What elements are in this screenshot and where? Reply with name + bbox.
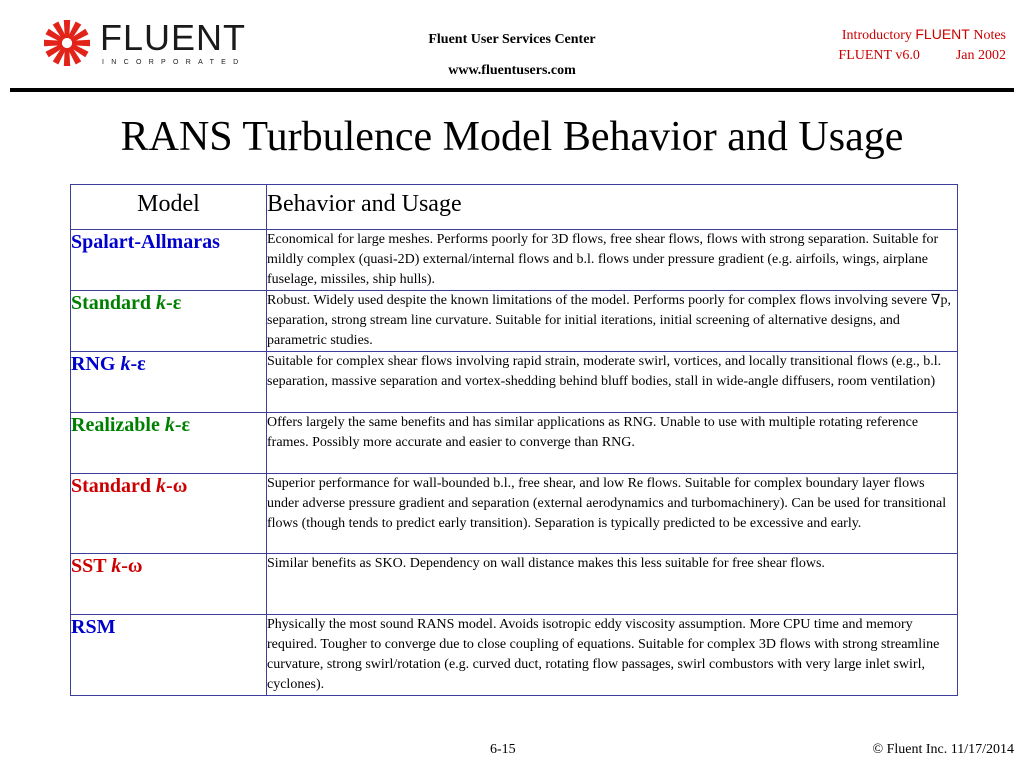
logo-subtext: INCORPORATED [102,59,246,66]
page-title: RANS Turbulence Model Behavior and Usage [120,114,904,160]
model-name-greek: ω [172,475,188,497]
model-usage-text: Superior performance for wall-bounded b.l., free shear, and low Re flows. Suitable for complex boundary layer flows under adverse pressure gradient and separation (external aerodynamics and turbomachinery). Can be used for transitional flows (though tends to predict early transition). Separation is typically predicted to be excessive and early. [267,474,958,554]
model-name-rng-k-epsilon [71,352,267,413]
table-row [71,230,958,291]
model-name-spalart-allmaras: Spalart-Allmaras [71,230,267,291]
model-name-sst-k-omega [71,554,267,615]
version-line [796,46,1006,66]
notes-suffix: Notes [973,28,1006,43]
model-name-realizable-k-epsilon [71,413,267,474]
notes-brand: FLUENT [915,26,970,42]
version-label: FLUENT v6.0 [838,48,920,63]
model-usage-text: Offers largely the same benefits and has similar applications as RNG. Unable to use with multiple rotating reference frames. Possibly more accurate and easier to converge than RNG. [267,413,958,474]
model-name-prefix: Realizable [71,414,160,436]
fluent-logo [42,16,247,72]
table-row [71,413,958,474]
model-name-k: k [164,414,175,436]
release-date: Jan 2002 [955,48,1006,63]
model-name-standard-k-epsilon [71,291,267,352]
model-name-k: k [156,475,167,497]
table-row [71,352,958,413]
model-name-separator: - [166,475,173,497]
model-usage-text: Physically the most sound RANS model. Avoids isotropic eddy viscosity assumption. More CPU time and memory required. Tougher to converge due to close coupling of equations. Suitable for complex 3D flows with strong streamline curvature, strong swirl/rotation (e.g. curved duct, rotating flow passages, swirl combustors with very large inlet swirl, cyclones). [267,615,958,696]
model-name-greek: ε [172,292,182,314]
model-name-k: k [111,555,122,577]
column-header-model: Model [71,185,267,230]
model-name-prefix: Standard [71,475,152,497]
header-divider [10,88,1014,92]
model-name-k: k [156,292,167,314]
model-name-separator: - [121,555,128,577]
table-header-row [71,185,958,230]
model-name-prefix: RNG [71,353,116,375]
model-name-greek: ε [181,414,191,436]
table-row [71,291,958,352]
model-usage-text: Similar benefits as SKO. Dependency on wall distance makes this less suitable for free shear flows. [267,554,958,615]
table-row [71,554,958,615]
notes-prefix: Introductory [841,28,912,43]
services-center-name: Fluent User Services Center [428,32,596,47]
model-name-separator: - [174,414,182,436]
model-name-separator: - [166,292,173,314]
model-name-standard-k-omega [71,474,267,554]
services-center-url: www.fluentusers.com [448,63,576,78]
model-name-prefix: SST [71,555,107,577]
copyright-notice: © Fluent Inc. 11/17/2014 [872,742,1014,757]
table-row [71,615,958,696]
model-usage-text: Economical for large meshes. Performs poorly for 3D flows, free shear flows, flows with strong separation. Suitable for mildly complex (quasi-2D) external/internal flows and b.l. flows under pressure gradient (e.g. airfoils, wings, airplane fuselage, missiles, ship hulls). [267,230,958,291]
model-usage-text: Robust. Widely used despite the known limitations of the model. Performs poorly for complex flows involving severe ∇p, separation, strong stream line curvature. Suitable for initial iterations, initial screening of alternative designs, and parametric studies. [267,291,958,352]
page-number: 6-15 [490,742,516,757]
notes-title-line [796,24,1006,46]
model-name-separator: - [130,353,138,375]
model-name-prefix: Standard [71,292,152,314]
model-name-rsm: RSM [71,615,267,696]
column-header-usage: Behavior and Usage [267,185,958,230]
table-row [71,474,958,554]
fluent-starburst-icon [42,18,92,68]
model-usage-text: Suitable for complex shear flows involving rapid strain, moderate swirl, vortices, and locally transitional flows (e.g., b.l. separation, massive separation and vortex-shedding behind bluff bodies, stall in wide-angle diffusers, room ventilation) [267,352,958,413]
services-center-header [380,24,644,86]
logo-wordmark: FLUENT [100,17,247,58]
model-name-k: k [120,353,131,375]
turbulence-model-table [70,184,958,696]
model-name-greek: ε [137,353,146,375]
notes-header [796,24,1006,66]
model-name-greek: ω [127,555,143,577]
